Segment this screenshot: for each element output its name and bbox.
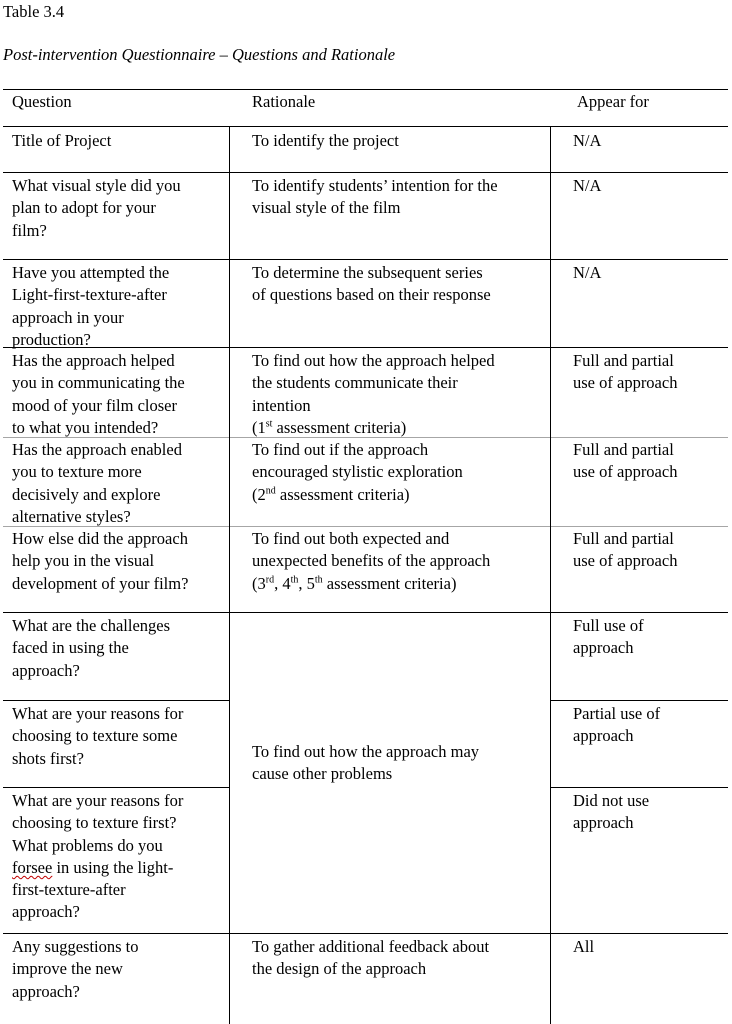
question-cell-line: Light-first-texture-after (12, 285, 167, 305)
question-cell (12, 936, 139, 1003)
rationale-cell-line: To find out both expected and (252, 529, 450, 548)
question-cell-line: production? (12, 329, 91, 349)
question-cell (12, 439, 182, 528)
question-cell-line: What are the challenges (12, 616, 171, 635)
question-cell-line: development of your film? (12, 573, 189, 593)
question-cell-line: to what you intended? (12, 417, 159, 437)
row-rule (550, 787, 728, 788)
question-cell-line: help you in the visual (12, 551, 155, 571)
rationale-cell (252, 350, 495, 439)
question-cell-line: approach? (12, 902, 80, 922)
appear-for-cell (573, 790, 649, 835)
merged-rationale-cell (252, 741, 479, 786)
table-label: Table 3.4 (3, 2, 65, 21)
appear-for-cell (573, 262, 601, 284)
question-cell-line: approach? (12, 981, 80, 1001)
question-cell-line: film? (12, 220, 47, 240)
question-cell-line: Has the approach enabled (12, 440, 182, 459)
row-rule (3, 259, 728, 260)
row-rule (3, 172, 728, 173)
rationale-cell (252, 175, 498, 220)
appear-for-cell (573, 130, 601, 152)
question-cell-line: you to texture more (12, 462, 142, 482)
question-cell-line: mood of your film closer (12, 395, 177, 415)
header-appear-for: Appear for (577, 92, 649, 111)
question-cell-line: Any suggestions to (12, 937, 139, 956)
question-cell (12, 528, 188, 595)
row-rule (3, 700, 229, 701)
rationale-cell-line: To determine the subsequent series (252, 263, 483, 282)
question-cell-line: shots first? (12, 748, 84, 768)
rationale-cell-line: To identify the project (252, 131, 399, 150)
question-cell-line: plan to adopt for your (12, 198, 156, 218)
question-cell (12, 130, 111, 152)
rationale-cell (252, 439, 463, 506)
appear-for-cell (573, 175, 601, 197)
question-cell (12, 350, 185, 439)
rationale-criteria: (2nd assessment criteria) (252, 484, 410, 504)
row-rule (550, 700, 728, 701)
appear-for-cell-line: Did not use (573, 791, 650, 810)
question-cell (12, 790, 183, 924)
table-title: Post-intervention Questionnaire – Questions and Rationale (3, 45, 396, 64)
rationale-cell-line: of questions based on their response (252, 285, 491, 305)
appear-for-cell-line: N/A (573, 131, 602, 150)
row-rule (3, 933, 728, 934)
rationale-cell-line: To find out how the approach helped (252, 351, 495, 370)
question-cell-line: approach? (12, 660, 80, 680)
rationale-cell-line: the design of the approach (252, 959, 427, 979)
question-cell (12, 615, 170, 682)
appear-for-cell (573, 936, 594, 958)
rationale-cell (252, 262, 491, 307)
appear-for-cell-line: N/A (573, 176, 602, 195)
rationale-cell-line: the students communicate their (252, 373, 458, 393)
row-rule (3, 612, 728, 613)
rationale-cell-line: To gather additional feedback about (252, 937, 490, 956)
header-top-rule (3, 89, 728, 90)
question-cell-line: improve the new (12, 959, 123, 979)
rationale-cell-line: visual style of the film (252, 198, 401, 218)
rationale-cell-line: encouraged stylistic exploration (252, 462, 463, 482)
question-cell (12, 703, 183, 770)
question-cell-line: alternative styles? (12, 506, 131, 526)
question-cell-line: What visual style did you (12, 176, 181, 195)
row-rule (3, 787, 229, 788)
rationale-cell (252, 528, 490, 595)
appear-for-cell-line: use of approach (573, 551, 678, 571)
appear-for-cell (573, 439, 677, 484)
column-rule (550, 126, 551, 1024)
appear-for-cell (573, 528, 677, 573)
rationale-cell-line: unexpected benefits of the approach (252, 551, 491, 571)
question-cell (12, 262, 169, 351)
question-cell-line: you in communicating the (12, 373, 185, 393)
question-cell-line: choosing to texture first? (12, 813, 177, 833)
appear-for-cell (573, 703, 660, 748)
question-cell-line: Have you attempted the (12, 263, 170, 282)
appear-for-cell-line: use of approach (573, 462, 678, 482)
appear-for-cell-line: approach (573, 726, 634, 746)
question-cell-line: faced in using the (12, 638, 129, 658)
appear-for-cell (573, 350, 677, 395)
header-bottom-rule (3, 126, 728, 127)
appear-for-cell-line: All (573, 937, 595, 956)
rationale-cell (252, 130, 399, 152)
rationale-criteria: (3rd, 4th, 5th assessment criteria) (252, 573, 457, 593)
question-cell-line: approach in your (12, 307, 124, 327)
question-cell-line: What are your reasons for (12, 704, 184, 723)
rationale-criteria: (1st assessment criteria) (252, 417, 407, 437)
header-rationale: Rationale (252, 92, 316, 111)
appear-for-cell-line: approach (573, 638, 634, 658)
rationale-cell-line: intention (252, 395, 311, 415)
appear-for-cell (573, 615, 644, 660)
question-cell-line: How else did the approach (12, 529, 188, 548)
question-cell-line: Title of Project (12, 131, 112, 150)
appear-for-cell-line: Partial use of (573, 704, 661, 723)
question-cell-line: first-texture-after (12, 880, 126, 900)
question-cell-line: choosing to texture some (12, 726, 178, 746)
appear-for-cell-line: N/A (573, 263, 602, 282)
misspelled-word: forsee (12, 857, 53, 877)
header-question: Question (12, 92, 72, 111)
appear-for-cell-line: Full use of (573, 616, 644, 635)
question-cell (12, 175, 181, 242)
appear-for-cell-line: Full and partial (573, 529, 674, 548)
question-cell-line: forsee in using the light- (12, 857, 174, 877)
rationale-cell-line: To identify students’ intention for the (252, 176, 498, 195)
column-rule (229, 126, 230, 1024)
appear-for-cell-line: Full and partial (573, 351, 674, 370)
appear-for-cell-line: approach (573, 813, 634, 833)
appear-for-cell-line: Full and partial (573, 440, 674, 459)
merged-rationale-cell-line: cause other problems (252, 764, 393, 784)
question-cell-line: decisively and explore (12, 484, 161, 504)
rationale-cell-line: To find out if the approach (252, 440, 429, 459)
merged-rationale-cell-line: To find out how the approach may (252, 742, 480, 761)
question-cell-line: Has the approach helped (12, 351, 175, 370)
appear-for-cell-line: use of approach (573, 373, 678, 393)
question-cell-line: What are your reasons for (12, 791, 184, 810)
question-cell-line: What problems do you (12, 835, 163, 855)
rationale-cell (252, 936, 489, 981)
